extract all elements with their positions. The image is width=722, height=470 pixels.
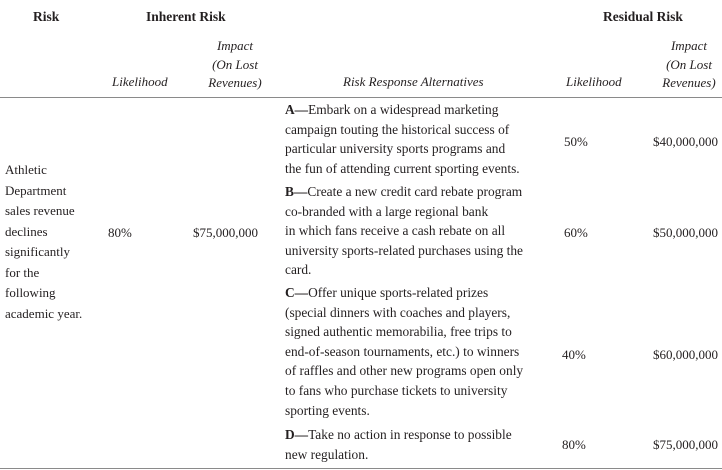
alternative-line: the fun of attending current sporting events. — [285, 160, 520, 176]
alternative-line: co-branded with a large regional bank — [285, 203, 489, 219]
alternative-b-residual-impact: $50,000,000 — [653, 225, 718, 240]
alternative-line: (special dinners with coaches and players, — [285, 304, 511, 320]
header-risk-response-alternatives: Risk Response Alternatives — [343, 74, 484, 89]
risk-description-line: academic year. — [5, 305, 83, 321]
alternative-c-residual-impact: $60,000,000 — [653, 347, 718, 362]
alternative-c-residual-likelihood: 40% — [562, 347, 586, 362]
alternative-dash: — — [294, 285, 309, 300]
alternative-dash: — — [294, 102, 309, 117]
alternative-line: in which fans receive a cash rebate on all — [285, 223, 506, 239]
alternative-line: of raffles and other new programs open only — [285, 363, 524, 379]
alternative-dash: — — [294, 427, 309, 442]
header-impact-residual-line: (On Lost — [666, 56, 712, 72]
risk-description-line: Department — [5, 182, 67, 198]
alternative-letter: B — [285, 184, 294, 199]
alternative-a-residual-impact: $40,000,000 — [653, 134, 718, 149]
alternative-letter: C — [285, 285, 295, 300]
header-likelihood-residual: Likelihood — [566, 74, 622, 89]
alternative-line: new regulation. — [285, 446, 369, 462]
header-residual-risk: Residual Risk — [603, 9, 683, 24]
inherent-impact: $75,000,000 — [193, 225, 258, 240]
table-bottom-rule — [0, 468, 722, 469]
header-impact-inherent-line: Impact — [216, 38, 254, 53]
header-divider — [0, 97, 722, 98]
alternative-line: campaign touting the historical success of — [285, 121, 510, 137]
alternative-line: end-of-season tournaments, etc.) to winners — [285, 343, 520, 359]
risk-description-line: following — [5, 285, 56, 300]
risk-description-line: significantly — [5, 244, 70, 259]
alternative-line: particular university sports programs and — [285, 141, 506, 157]
alternative-a-residual-likelihood: 50% — [564, 134, 588, 149]
header-likelihood-inherent: Likelihood — [112, 74, 168, 89]
risk-description — [5, 160, 82, 324]
alternative-d — [285, 425, 512, 464]
header-inherent-risk: Inherent Risk — [146, 9, 226, 24]
risk-description-line: sales revenue — [5, 203, 75, 218]
alternative-line: Offer unique sports-related prizes — [308, 285, 489, 300]
inherent-likelihood: 80% — [108, 225, 132, 240]
alternative-line: Embark on a widespread marketing — [308, 102, 499, 117]
alternative-d-residual-likelihood: 80% — [562, 437, 586, 452]
header-impact-residual-line: Revenues) — [662, 75, 716, 90]
alternative-dash: — — [293, 184, 308, 199]
alternative-d-residual-impact: $75,000,000 — [653, 437, 718, 452]
risk-description-line: Athletic — [5, 162, 47, 177]
header-impact-residual-line: Impact — [670, 38, 708, 53]
alternative-line: card. — [285, 262, 312, 278]
alternative-letter: D — [285, 427, 295, 442]
header-impact-inherent-line: (On Lost — [212, 56, 258, 72]
alternative-a — [285, 100, 520, 178]
alternative-line: signed authentic memorabilia, free trips to — [285, 324, 512, 340]
header-impact-residual — [650, 37, 722, 93]
alternative-line: university sports-related purchases using the — [285, 242, 523, 258]
alternative-c — [285, 283, 523, 420]
alternative-b — [285, 182, 523, 280]
alternative-line: to fans who purchase tickets to university — [285, 382, 508, 398]
alternative-line: sporting events. — [285, 402, 370, 418]
header-impact-inherent — [195, 37, 275, 93]
alternative-letter: A — [285, 102, 295, 117]
risk-description-line: for the — [5, 264, 40, 280]
alternative-line: Create a new credit card rebate program — [307, 184, 523, 199]
alternative-b-residual-likelihood: 60% — [564, 225, 588, 240]
header-impact-inherent-line: Revenues) — [208, 75, 262, 90]
header-risk: Risk — [33, 9, 60, 24]
alternative-line: Take no action in response to possible — [308, 427, 512, 442]
risk-description-line: declines — [5, 223, 48, 239]
